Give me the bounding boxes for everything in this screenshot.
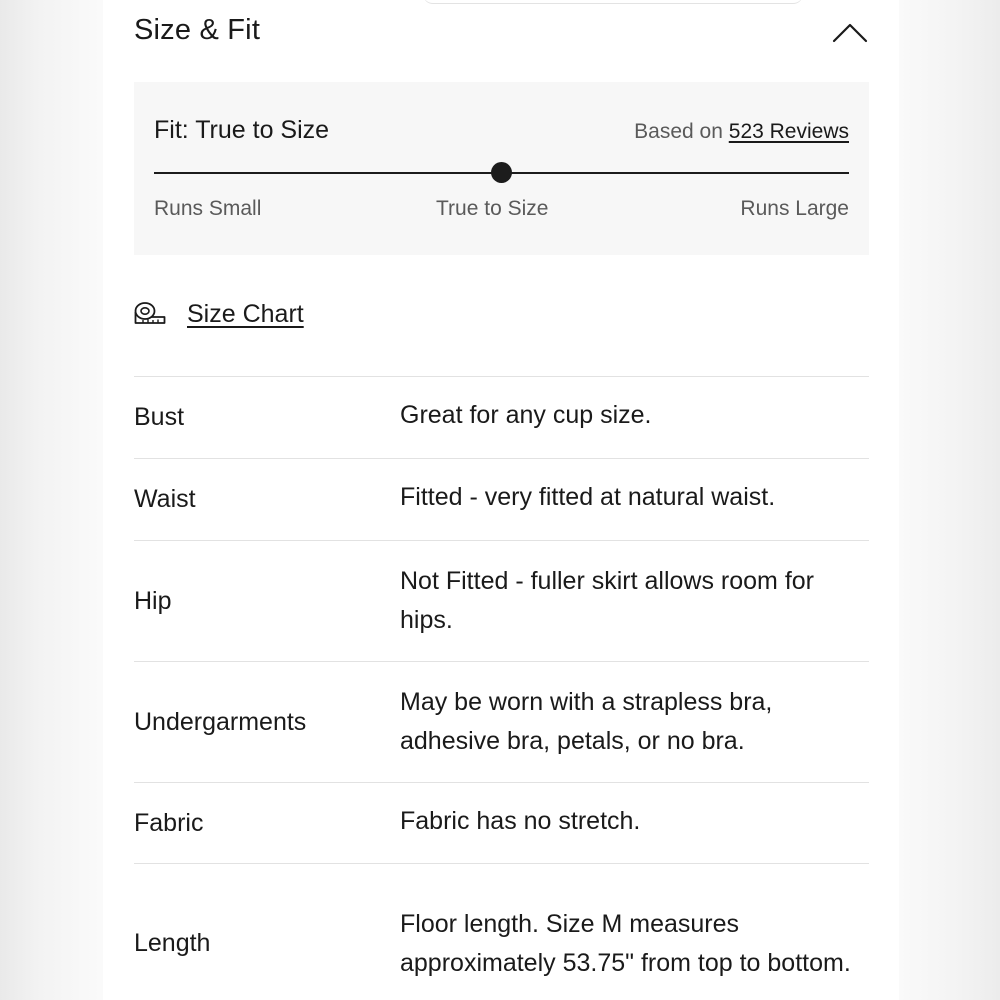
fit-scale-marker xyxy=(491,162,512,183)
section-title: Size & Fit xyxy=(134,14,261,46)
size-chart-link[interactable] xyxy=(134,296,304,332)
spec-value: Fabric has no stretch. xyxy=(400,806,641,835)
spec-key: Waist xyxy=(134,485,196,513)
reviews-link[interactable]: 523 Reviews xyxy=(728,120,849,143)
spec-row-hip xyxy=(134,540,869,661)
spec-value: Fitted - very fitted at natural waist. xyxy=(400,483,776,511)
spec-row-length xyxy=(134,863,869,1000)
measuring-tape-icon xyxy=(134,301,166,327)
spec-row-bust xyxy=(134,376,869,458)
size-fit-panel xyxy=(103,0,899,1000)
fit-label-true-to-size: True to Size xyxy=(436,197,549,220)
previous-section-edge xyxy=(423,0,803,4)
chevron-up-icon[interactable] xyxy=(832,22,868,44)
reviews-summary xyxy=(634,120,849,144)
spec-value: May be worn with a strapless bra, adhesive bra, petals, or no bra. xyxy=(400,688,773,755)
spec-row-waist xyxy=(134,458,869,540)
fit-summary xyxy=(134,82,869,255)
fit-title: Fit: True to Size xyxy=(154,116,330,144)
spec-value: Not Fitted - fuller skirt allows room for hips. xyxy=(400,567,814,634)
spec-key: Length xyxy=(134,929,211,957)
fit-label-runs-small: Runs Small xyxy=(154,197,262,220)
fit-details-table xyxy=(134,376,869,1000)
spec-key: Hip xyxy=(134,586,172,615)
spec-key: Bust xyxy=(134,403,185,431)
spec-row-fabric xyxy=(134,782,869,863)
spec-key: Fabric xyxy=(134,808,204,837)
spec-key: Undergarments xyxy=(134,707,307,736)
spec-value: Great for any cup size. xyxy=(400,401,652,429)
size-chart-label: Size Chart xyxy=(187,299,304,328)
spec-value: Floor length. Size M measures approximately 53.75" from top to bottom. xyxy=(400,909,851,977)
spec-row-undergarments xyxy=(134,661,869,782)
fit-label-runs-large: Runs Large xyxy=(740,197,849,220)
reviews-prefix: Based on xyxy=(634,120,723,143)
